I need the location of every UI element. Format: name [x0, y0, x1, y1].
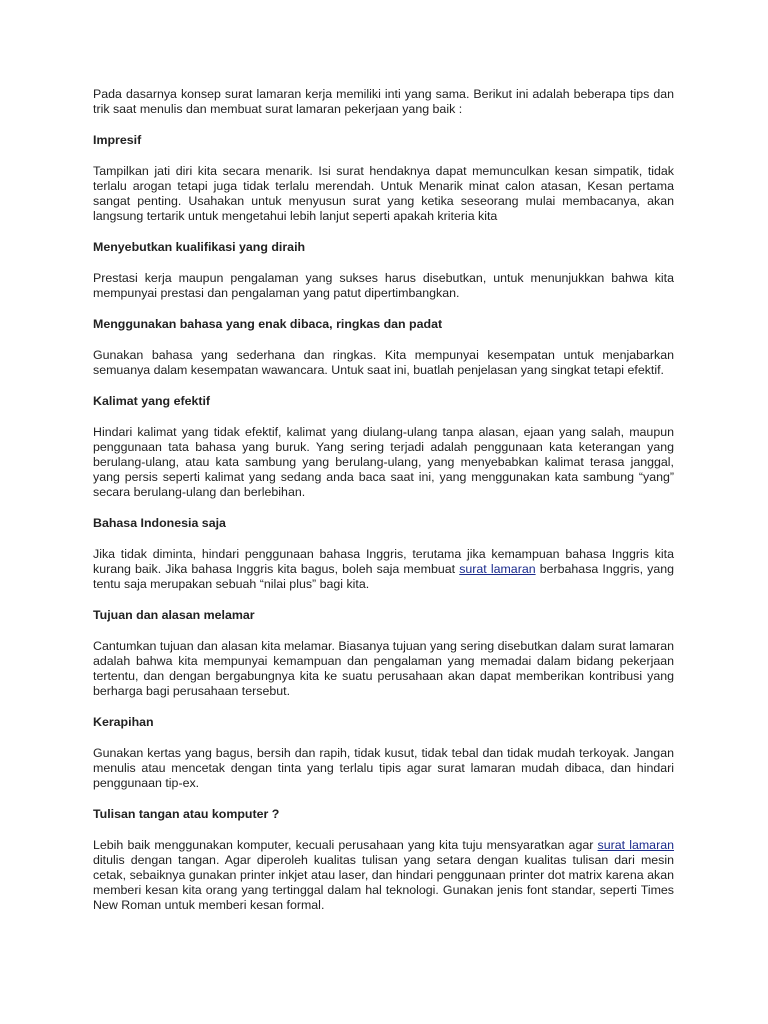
section-body	[93, 838, 674, 913]
section-tujuan-alasan	[93, 608, 674, 699]
section-tulisan-tangan	[93, 807, 674, 913]
section-kualifikasi	[93, 240, 674, 301]
section-body	[93, 547, 674, 592]
section-heading: Kalimat yang efektif	[93, 394, 211, 408]
section-heading: Tujuan dan alasan melamar	[93, 608, 255, 622]
body-text-before-link: Lebih baik menggunakan komputer, kecuali perusahaan yang kita tuju mensyaratkan agar	[93, 838, 598, 852]
intro-paragraph: Pada dasarnya konsep surat lamaran kerja memiliki inti yang sama. Berikut ini adalah beberapa tips dan trik saat menulis dan membuat surat lamaran pekerjaan yang baik :	[93, 87, 674, 116]
surat-lamaran-link[interactable]: surat lamaran	[459, 562, 536, 576]
section-bahasa-ringkas	[93, 317, 674, 378]
section-body: Cantumkan tujuan dan alasan kita melamar. Biasanya tujuan yang sering disebutkan dalam surat lamaran adalah bahwa kita mempunyai kemampuan dan pengalaman yang memadai dalam bidang pekerjaan tertentu, dan dengan bergabungnya kita ke suatu perusahaan akan dapat memberikan kontribusi yang berharga bagi perusahaan tersebut.	[93, 639, 674, 698]
surat-lamaran-link[interactable]: surat lamaran	[597, 838, 674, 852]
section-heading: Menggunakan bahasa yang enak dibaca, ringkas dan padat	[93, 317, 443, 331]
section-heading: Impresif	[93, 133, 142, 147]
section-body: Prestasi kerja maupun pengalaman yang sukses harus disebutkan, untuk menunjukkan bahwa kita mempunyai prestasi dan pengalaman yang patut dipertimbangkan.	[93, 271, 674, 300]
body-text-after-link: ditulis dengan tangan. Agar diperoleh kualitas tulisan yang setara dengan kualitas tulisan dari mesin cetak, sebaiknya gunakan printer inkjet atau laser, dan hindari penggunaan printer dot matrix karena akan memberi kesan kita orang yang tertinggal dalam hal teknologi. Gunakan jenis font standar, seperti Times New Roman untuk memberi kesan formal.	[93, 853, 674, 912]
section-heading: Tulisan tangan atau komputer ?	[93, 807, 280, 821]
section-body: Gunakan bahasa yang sederhana dan ringkas. Kita mempunyai kesempatan untuk menjabarkan semuanya dalam kesempatan wawancara. Untuk saat ini, buatlah penjelasan yang singkat tetapi efektif.	[93, 348, 674, 377]
section-body: Hindari kalimat yang tidak efektif, kalimat yang diulang-ulang tanpa alasan, ejaan yang salah, maupun penggunaan tata bahasa yang buruk. Yang sering terjadi adalah penggunaan kata keterangan yang berulang-ulang, atau kata sambung yang berulang-ulang, yang menyebabkan kalimat terasa janggal, yang persis seperti kalimat yang sedang anda baca saat ini, yang menggunakan kata sambung “yang” secara berulang-ulang dan berlebihan.	[93, 425, 674, 499]
section-heading: Bahasa Indonesia saja	[93, 516, 226, 530]
section-heading: Kerapihan	[93, 715, 154, 729]
section-kerapihan	[93, 715, 674, 791]
section-bahasa-indonesia	[93, 516, 674, 592]
section-impresif	[93, 133, 674, 224]
section-body: Gunakan kertas yang bagus, bersih dan rapih, tidak kusut, tidak tebal dan tidak mudah terkoyak. Jangan menulis atau mencetak dengan tinta yang terlalu tipis agar surat lamaran mudah dibaca, dan hindari penggunaan tip-ex.	[93, 746, 674, 790]
section-body: Tampilkan jati diri kita secara menarik. Isi surat hendaknya dapat memunculkan kesan simpatik, tidak terlalu arogan tetapi juga tidak terlalu merendah. Untuk Menarik minat calon atasan, Kesan pertama sangat penting. Usahakan untuk menyusun surat yang ketika seseorang mulai membacanya, akan langsung tertarik untuk mengetahui lebih lanjut seperti apakah kriteria kita	[93, 164, 674, 223]
section-kalimat-efektif	[93, 394, 674, 500]
section-heading: Menyebutkan kualifikasi yang diraih	[93, 240, 306, 254]
body-text-after-link: berbahasa Inggris, yang tentu saja merupakan sebuah “nilai plus” bagi kita.	[93, 562, 674, 591]
body-text-before-link: Jika tidak diminta, hindari penggunaan bahasa Inggris, terutama jika kemampuan bahasa Inggris kita kurang baik. Jika bahasa Inggris kita bagus, boleh saja membuat	[93, 547, 674, 576]
